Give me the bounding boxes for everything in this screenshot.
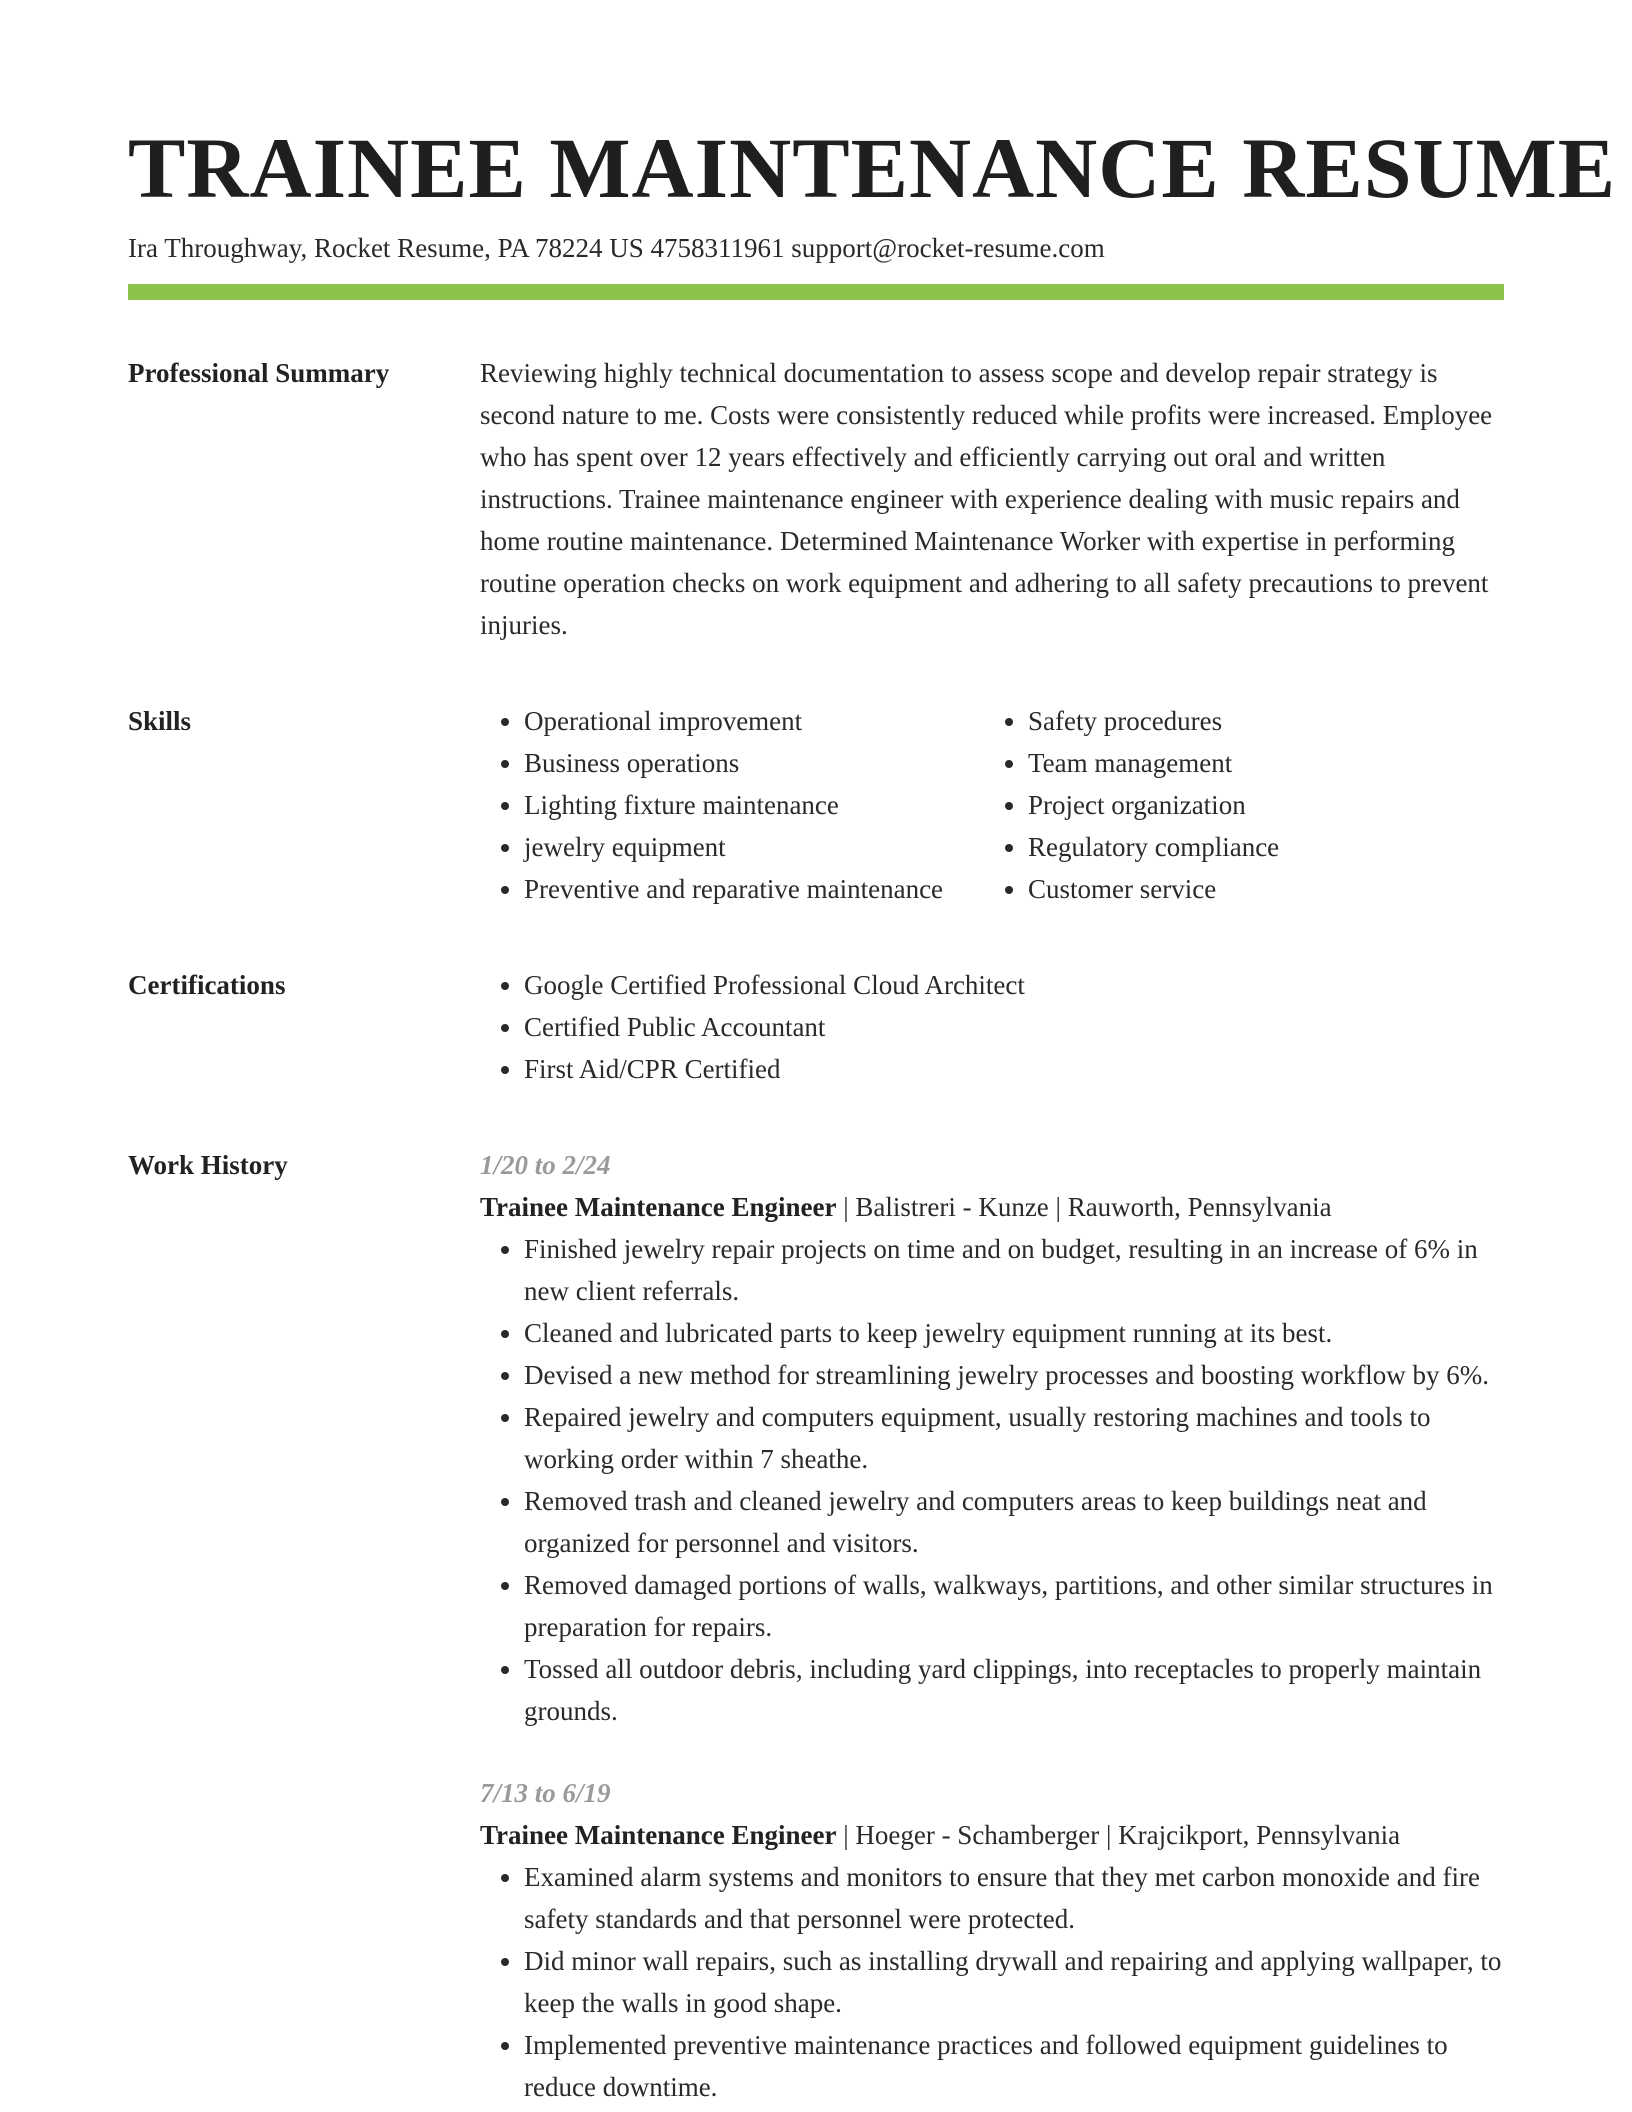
- certifications-section: [128, 964, 1504, 1090]
- job-bullet: • Repaired jewelry and computers equipment, usually restoring machines and tools to working order within 7 sheathe.: [524, 1396, 1504, 1480]
- job-bullets: [480, 1856, 1504, 2108]
- skill-item: • Project organization: [1028, 784, 1504, 826]
- skills-list-left: [480, 700, 984, 910]
- job-heading: [480, 1186, 1504, 1228]
- job-role: Trainee Maintenance Engineer: [480, 1820, 837, 1850]
- job-bullet: • Tossed all outdoor debris, including yard clippings, into receptacles to properly maintain grounds.: [524, 1648, 1504, 1732]
- job-heading: [480, 1814, 1504, 1856]
- job-dates: 7/13 to 6/19: [480, 1778, 611, 1808]
- skill-item: • Team management: [1028, 742, 1504, 784]
- skill-item: • Regulatory compliance: [1028, 826, 1504, 868]
- skills-section: [128, 700, 1504, 910]
- skill-item: • Lighting fixture maintenance: [524, 784, 984, 826]
- job-bullet: • Examined alarm systems and monitors to ensure that they met carbon monoxide and fire safety standards and that personnel were protected.: [524, 1856, 1504, 1940]
- job-entry: [480, 1772, 1504, 2108]
- summary-text: Reviewing highly technical documentation to assess scope and develop repair strategy is second nature to me. Costs were consistently reduced while profits were increased. Employee who has spent over 12 years effectively and efficiently carrying out oral and written instructions. Trainee maintenance engineer with experience dealing with music repairs and home routine maintenance. Determined Maintenance Worker with expertise in performing routine operation checks on work equipment and adhering to all safety precautions to prevent injuries.: [480, 358, 1493, 640]
- job-entry: [480, 1144, 1504, 1732]
- section-label: Work History: [128, 1150, 288, 1180]
- job-bullet: • Cleaned and lubricated parts to keep jewelry equipment running at its best.: [524, 1312, 1504, 1354]
- header-divider: [128, 284, 1504, 300]
- skill-item: • Operational improvement: [524, 700, 984, 742]
- certifications-list: [480, 964, 1504, 1090]
- contact-company: Rocket Resume,: [313, 233, 491, 263]
- section-label: Skills: [128, 706, 192, 736]
- job-role: Trainee Maintenance Engineer: [480, 1192, 837, 1222]
- job-bullet: • Finished jewelry repair projects on time and on budget, resulting in an increase of 6% in new client referrals.: [524, 1228, 1504, 1312]
- certification-item: • First Aid/CPR Certified: [524, 1048, 1504, 1090]
- certification-item: • Certified Public Accountant: [524, 1006, 1504, 1048]
- job-dates: 1/20 to 2/24: [480, 1150, 611, 1180]
- job-bullet: • Did minor wall repairs, such as installing drywall and repairing and applying wallpaper, to keep the walls in good shape.: [524, 1940, 1504, 2024]
- contact-location: PA 78224 US: [497, 233, 644, 263]
- job-employer-location: | Hoeger - Schamberger | Krajcikport, Pennsylvania: [836, 1820, 1401, 1850]
- job-bullets: [480, 1228, 1504, 1732]
- resume-title: TRAINEE MAINTENANCE RESUME: [128, 120, 1617, 216]
- contact-phone: 4758311961: [650, 233, 785, 263]
- skill-item: • Business operations: [524, 742, 984, 784]
- job-employer-location: | Balistreri - Kunze | Rauworth, Pennsylvania: [836, 1192, 1332, 1222]
- section-label: Certifications: [128, 970, 286, 1000]
- job-bullet: • Removed damaged portions of walls, walkways, partitions, and other similar structures in preparation for repairs.: [524, 1564, 1504, 1648]
- certification-item: • Google Certified Professional Cloud Architect: [524, 964, 1504, 1006]
- job-bullet: • Implemented preventive maintenance practices and followed equipment guidelines to reduce downtime.: [524, 2024, 1504, 2108]
- section-label: Professional Summary: [128, 358, 390, 388]
- skill-item: • jewelry equipment: [524, 826, 984, 868]
- skill-item: • Safety procedures: [1028, 700, 1504, 742]
- contact-email: support@rocket-resume.com: [791, 233, 1105, 263]
- job-bullet: • Removed trash and cleaned jewelry and computers areas to keep buildings neat and organized for personnel and visitors.: [524, 1480, 1504, 1564]
- skill-item: • Preventive and reparative maintenance: [524, 868, 984, 910]
- job-bullet: • Devised a new method for streamlining jewelry processes and boosting workflow by 6%.: [524, 1354, 1504, 1396]
- contact-name: Ira Throughway,: [128, 233, 308, 263]
- skills-list-right: [984, 700, 1504, 910]
- contact-line: [128, 230, 1504, 266]
- resume-page: [128, 118, 1617, 2108]
- work-history-section: [128, 1144, 1504, 2108]
- summary-section: [128, 352, 1504, 646]
- skill-item: • Customer service: [1028, 868, 1504, 910]
